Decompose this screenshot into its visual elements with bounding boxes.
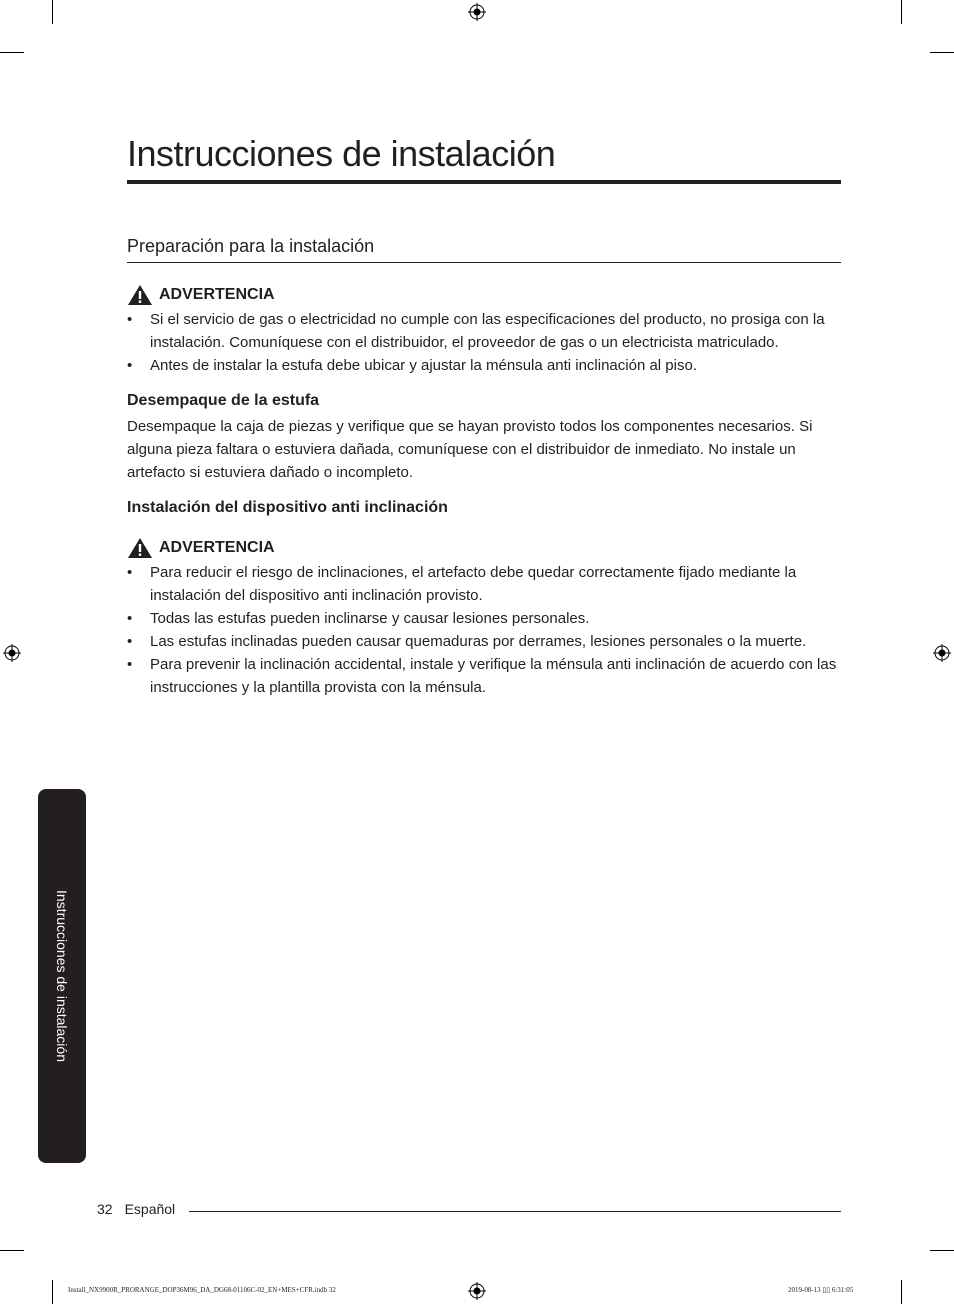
page-number: 32 xyxy=(97,1201,113,1217)
warning-heading xyxy=(127,537,275,559)
title-rule xyxy=(127,180,841,184)
registration-mark-icon xyxy=(3,644,21,662)
crop-mark xyxy=(0,52,24,53)
crop-mark xyxy=(52,0,53,24)
side-tab xyxy=(38,789,86,1163)
footer-rule xyxy=(189,1211,841,1212)
warning-triangle-icon xyxy=(127,284,153,306)
list-item: • Todas las estufas pueden inclinarse y causar lesiones personales. xyxy=(127,607,843,630)
registration-mark-icon xyxy=(468,1282,486,1300)
crop-mark xyxy=(0,1250,24,1251)
unpack-body: Desempaque la caja de piezas y verifique que se hayan provisto todos los componentes necesarios. Si alguna pieza faltara o estuviera dañada, comuníquese con el distribuidor de inmediato. No instale un artefacto si estuviera dañado o incompleto. xyxy=(127,418,813,481)
registration-mark-icon xyxy=(468,3,486,21)
warning-heading xyxy=(127,284,275,306)
list-item: • Para prevenir la inclinación accidental, instale y verifique la ménsula anti inclinación de acuerdo con las instrucciones y la plantilla provista con la ménsula. xyxy=(127,653,843,699)
footer-language: Español xyxy=(124,1201,176,1217)
warning-label: ADVERTENCIA xyxy=(159,539,275,556)
crop-mark xyxy=(901,0,902,24)
registration-mark-icon xyxy=(933,644,951,662)
list-item: • Si el servicio de gas o electricidad no cumple con las especificaciones del producto, no prosiga con la instalación. Comuníquese con el distribuidor, el proveedor de gas o un electricista matriculado. xyxy=(127,308,843,354)
list-item: • Antes de instalar la estufa debe ubicar y ajustar la ménsula anti inclinación al piso. xyxy=(127,354,843,377)
section-title: Preparación para la instalación xyxy=(127,236,375,256)
print-slug-filename: Install_NX9900R_PRORANGE_DOP36M96_DA_DG68-01106C-02_EN+MES+CFR.indb 32 xyxy=(68,1286,336,1294)
page-footer xyxy=(97,1201,175,1217)
print-slug-timestamp: 2019-08-13 ▯▯ 6:31:05 xyxy=(788,1286,854,1294)
warning-list xyxy=(127,561,843,699)
list-item: • Las estufas inclinadas pueden causar quemaduras por derrames, lesiones personales o la muerte. xyxy=(127,630,843,653)
crop-mark xyxy=(930,1250,954,1251)
crop-mark xyxy=(901,1280,902,1304)
warning-triangle-icon xyxy=(127,537,153,559)
crop-mark xyxy=(930,52,954,53)
unpack-heading: Desempaque de la estufa xyxy=(127,392,320,409)
warning-list xyxy=(127,308,843,377)
crop-mark xyxy=(52,1280,53,1304)
list-item: • Para reducir el riesgo de inclinaciones, el artefacto debe quedar correctamente fijado mediante la instalación del dispositivo anti inclinación provisto. xyxy=(127,561,843,607)
warning-label: ADVERTENCIA xyxy=(159,286,275,303)
antitip-heading: Instalación del dispositivo anti inclinación xyxy=(127,499,448,516)
page-title: Instrucciones de instalación xyxy=(127,133,556,174)
section-rule xyxy=(127,262,841,263)
side-tab-label: Instrucciones de instalación xyxy=(54,890,70,1062)
